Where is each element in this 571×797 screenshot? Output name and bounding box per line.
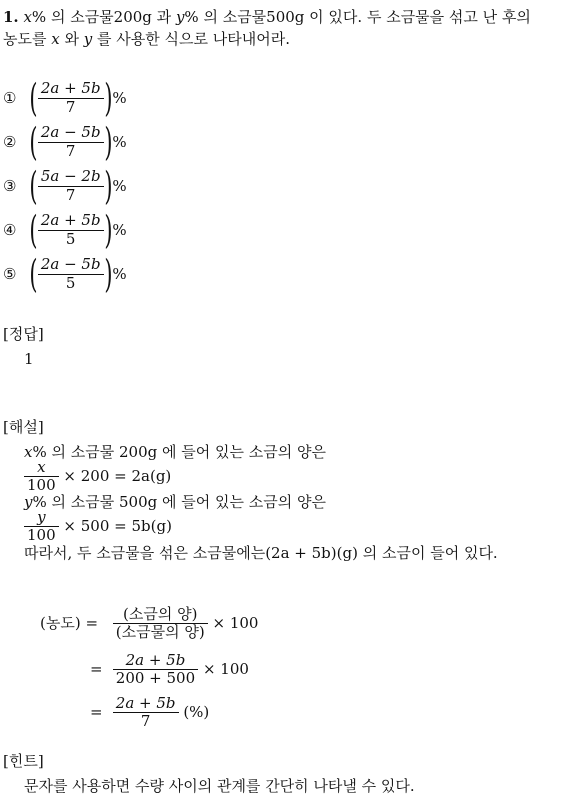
fraction-numerator: 5a − 2b (40, 167, 101, 186)
option-mark: ③ (3, 177, 17, 195)
fraction-numerator: 2a − 5b (40, 255, 101, 274)
question-text: 농도를 (3, 30, 52, 48)
right-paren: ) (103, 76, 113, 120)
formula-rest: × 200 = 2a(g) (63, 466, 172, 485)
equation-rest: × 100 (212, 613, 259, 632)
percent-unit: % (112, 89, 127, 107)
formula-rest: × 500 = 5b(g) (63, 516, 172, 535)
left-paren: ( (29, 120, 38, 164)
explanation-formula-1 (24, 459, 171, 495)
fraction-denominator: (소금물의 양) (113, 623, 208, 641)
percent-unit: % (112, 221, 127, 239)
question-text: 와 (59, 30, 84, 48)
option-fraction (38, 80, 104, 116)
question-text: 를 사용한 식으로 나타내어라. (92, 30, 290, 48)
fraction (24, 459, 59, 495)
explanation-label: [해설] (3, 418, 44, 436)
fraction-numerator: (소금의 양) (123, 605, 198, 623)
fraction-denominator: 5 (38, 230, 104, 248)
fraction-denominator: 100 (24, 526, 59, 544)
left-paren: ( (29, 208, 38, 252)
hint-text: 문자를 사용하면 수량 사이의 관계를 간단히 나타낼 수 있다. (24, 777, 415, 795)
percent-unit: % (112, 177, 127, 195)
right-paren: ) (103, 252, 113, 296)
answer-value: 1 (24, 350, 34, 368)
fraction-numerator: 2a + 5b (40, 79, 101, 98)
explanation-line-3: 따라서, 두 소금물을 섞은 소금물에는(2a + 5b)(g) 의 소금이 들어 있다. (24, 544, 498, 562)
option-fraction (38, 212, 104, 248)
var-x: x (23, 8, 32, 26)
left-paren: ( (29, 252, 38, 296)
equation-lhs: = (90, 659, 103, 678)
var-x: x (24, 443, 33, 461)
fraction-denominator: 5 (38, 274, 104, 292)
question-number: 1. (3, 8, 19, 26)
option-5[interactable] (3, 252, 127, 296)
explanation-formula-2 (24, 509, 172, 545)
var-y: y (83, 30, 93, 48)
option-mark: ⑤ (3, 265, 17, 283)
fraction-numerator: 2a − 5b (40, 123, 101, 142)
question-text: % 의 소금물500g 이 있다. 두 소금물을 섞고 난 후의 (184, 8, 531, 26)
fraction (113, 652, 198, 688)
answer-label: [정답] (3, 325, 44, 343)
fraction-denominator: 7 (38, 186, 104, 204)
equation-3 (90, 695, 209, 731)
fraction-denominator: 7 (38, 142, 104, 160)
percent-unit: % (112, 265, 127, 283)
fraction-numerator: x (37, 458, 46, 476)
option-fraction (38, 256, 104, 292)
question-line-1 (3, 6, 531, 27)
equation-rest: × 100 (202, 659, 249, 678)
fraction-numerator: y (37, 508, 46, 526)
fraction-numerator: 2a + 5b (40, 211, 101, 230)
fraction (24, 509, 59, 545)
fraction-denominator: 100 (24, 476, 59, 494)
var-x: x (51, 30, 60, 48)
left-paren: ( (29, 164, 38, 208)
option-fraction (38, 168, 104, 204)
var-y: y (24, 493, 33, 511)
equation-lhs: (농도) = (40, 613, 99, 632)
option-4[interactable] (3, 208, 127, 252)
fraction-numerator: 2a + 5b (115, 694, 176, 712)
fraction-denominator: 7 (113, 712, 179, 730)
question-line-2 (3, 28, 290, 49)
var-y: y (175, 8, 185, 26)
equation-2 (90, 652, 249, 688)
right-paren: ) (103, 120, 113, 164)
fraction-numerator: 2a + 5b (125, 651, 186, 669)
fraction (113, 606, 208, 642)
equation-1 (40, 606, 258, 642)
explanation-text: % 의 소금물 500g 에 들어 있는 소금의 양은 (32, 493, 326, 511)
hint-label: [힌트] (3, 752, 44, 770)
left-paren: ( (29, 76, 38, 120)
question-text: % 의 소금물200g 과 (31, 8, 176, 26)
explanation-text: % 의 소금물 200g 에 들어 있는 소금의 양은 (32, 443, 326, 461)
fraction-denominator: 7 (38, 98, 104, 116)
fraction-denominator: 200 + 500 (113, 669, 198, 687)
options-list (3, 76, 127, 296)
option-mark: ① (3, 89, 17, 107)
equation-rest: (%) (183, 702, 210, 721)
option-1[interactable] (3, 76, 127, 120)
equation-lhs: = (90, 702, 103, 721)
option-3[interactable] (3, 164, 127, 208)
right-paren: ) (103, 164, 113, 208)
option-2[interactable] (3, 120, 127, 164)
option-fraction (38, 124, 104, 160)
percent-unit: % (112, 133, 127, 151)
option-mark: ② (3, 133, 17, 151)
option-mark: ④ (3, 221, 17, 239)
fraction (113, 695, 179, 731)
right-paren: ) (103, 208, 113, 252)
